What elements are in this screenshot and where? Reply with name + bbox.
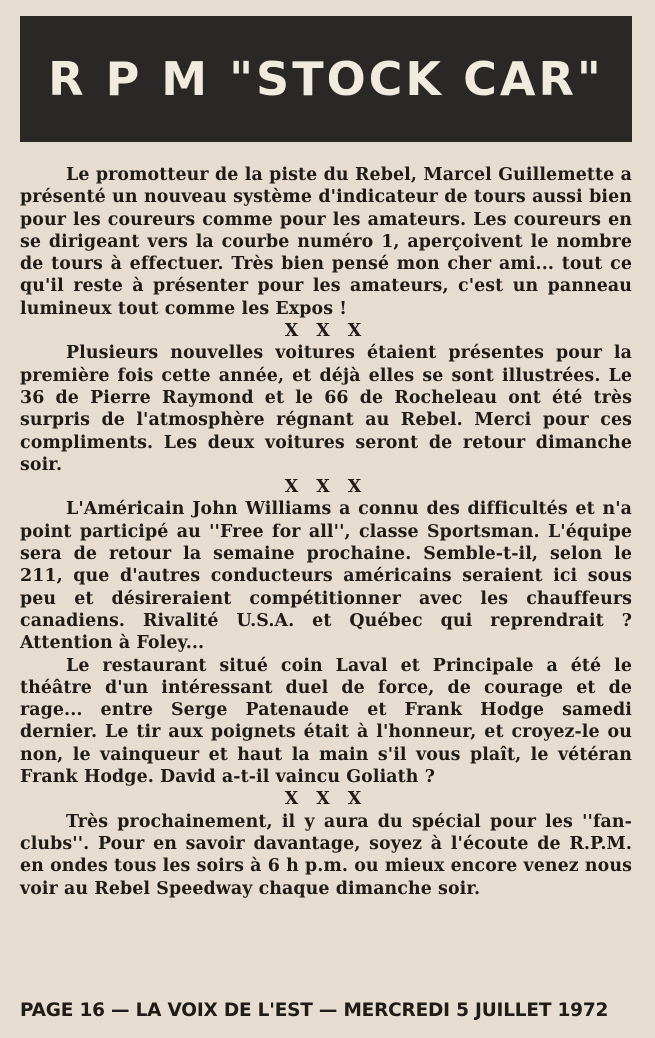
headline-banner xyxy=(20,16,632,142)
paragraph-arm-wrestling: Le restaurant situé coin Laval et Principale a été le théâtre d'un intéressant duel de force, de courage et de rage... entre Serge Patenaude et Frank Hodge samedi dernier. Le tir aux poignets était à l'honneur, et croyez-le ou non, le vainqueur et haut la main s'il vous plaît, le vétéran Frank Hodge. David a-t-il vaincu Goliath ? xyxy=(20,655,632,788)
article-body xyxy=(20,164,632,900)
paragraph-new-cars: Plusieurs nouvelles voitures étaient présentes pour la première fois cette année, et déjà elles se sont illustrées. Le 36 de Pierre Raymond et le 66 de Rocheleau ont été très surpris de l'atmosphère régnant au Rebel. Merci pour ces compliments. Les deux voitures seront de retour dimanche soir. xyxy=(20,343,632,475)
headline-title: R P M "STOCK CAR" xyxy=(48,52,604,106)
paragraph-john-williams: L'Américain John Williams a connu des difficultés et n'a point participé au ''Free for all'', classe Sportsman. L'équipe sera de retour la semaine prochaine. Semble-t-il, selon le 211, que d'autres conducteurs américains seraient ici sous peu et désireraient compétitionner avec les chauffeurs canadiens. Rivalité U.S.A. et Québec qui reprendrait ? Attention à Foley... xyxy=(20,499,632,654)
paragraph-lap-indicator: Le promotteur de la piste du Rebel, Marcel Guillemette a présenté un nouveau système d'indicateur de tours aussi bien pour les coureurs comme pour les amateurs. Les coureurs en se dirigeant vers la courbe numéro 1, aperçoivent le nombre de tours à effectuer. Très bien pensé mon cher ami... tout ce qu'il reste à présenter pour les amateurs, c'est un panneau lumineux tout comme les Expos ! xyxy=(20,165,632,319)
paragraph-fan-clubs: Très prochainement, il y aura du spécial pour les ''fan-clubs''. Pour en savoir davantage, soyez à l'écoute de R.P.M. en ondes tous les soirs à 6 h p.m. ou mieux encore venez nous voir au Rebel Speedway chaque dimanche soir. xyxy=(20,811,632,899)
section-separator: X X X xyxy=(284,321,368,342)
section-separator: X X X xyxy=(284,477,368,498)
section-separator: X X X xyxy=(284,789,368,810)
page-footer: PAGE 16 — LA VOIX DE L'EST — MERCREDI 5 JUILLET 1972 xyxy=(20,1000,609,1021)
